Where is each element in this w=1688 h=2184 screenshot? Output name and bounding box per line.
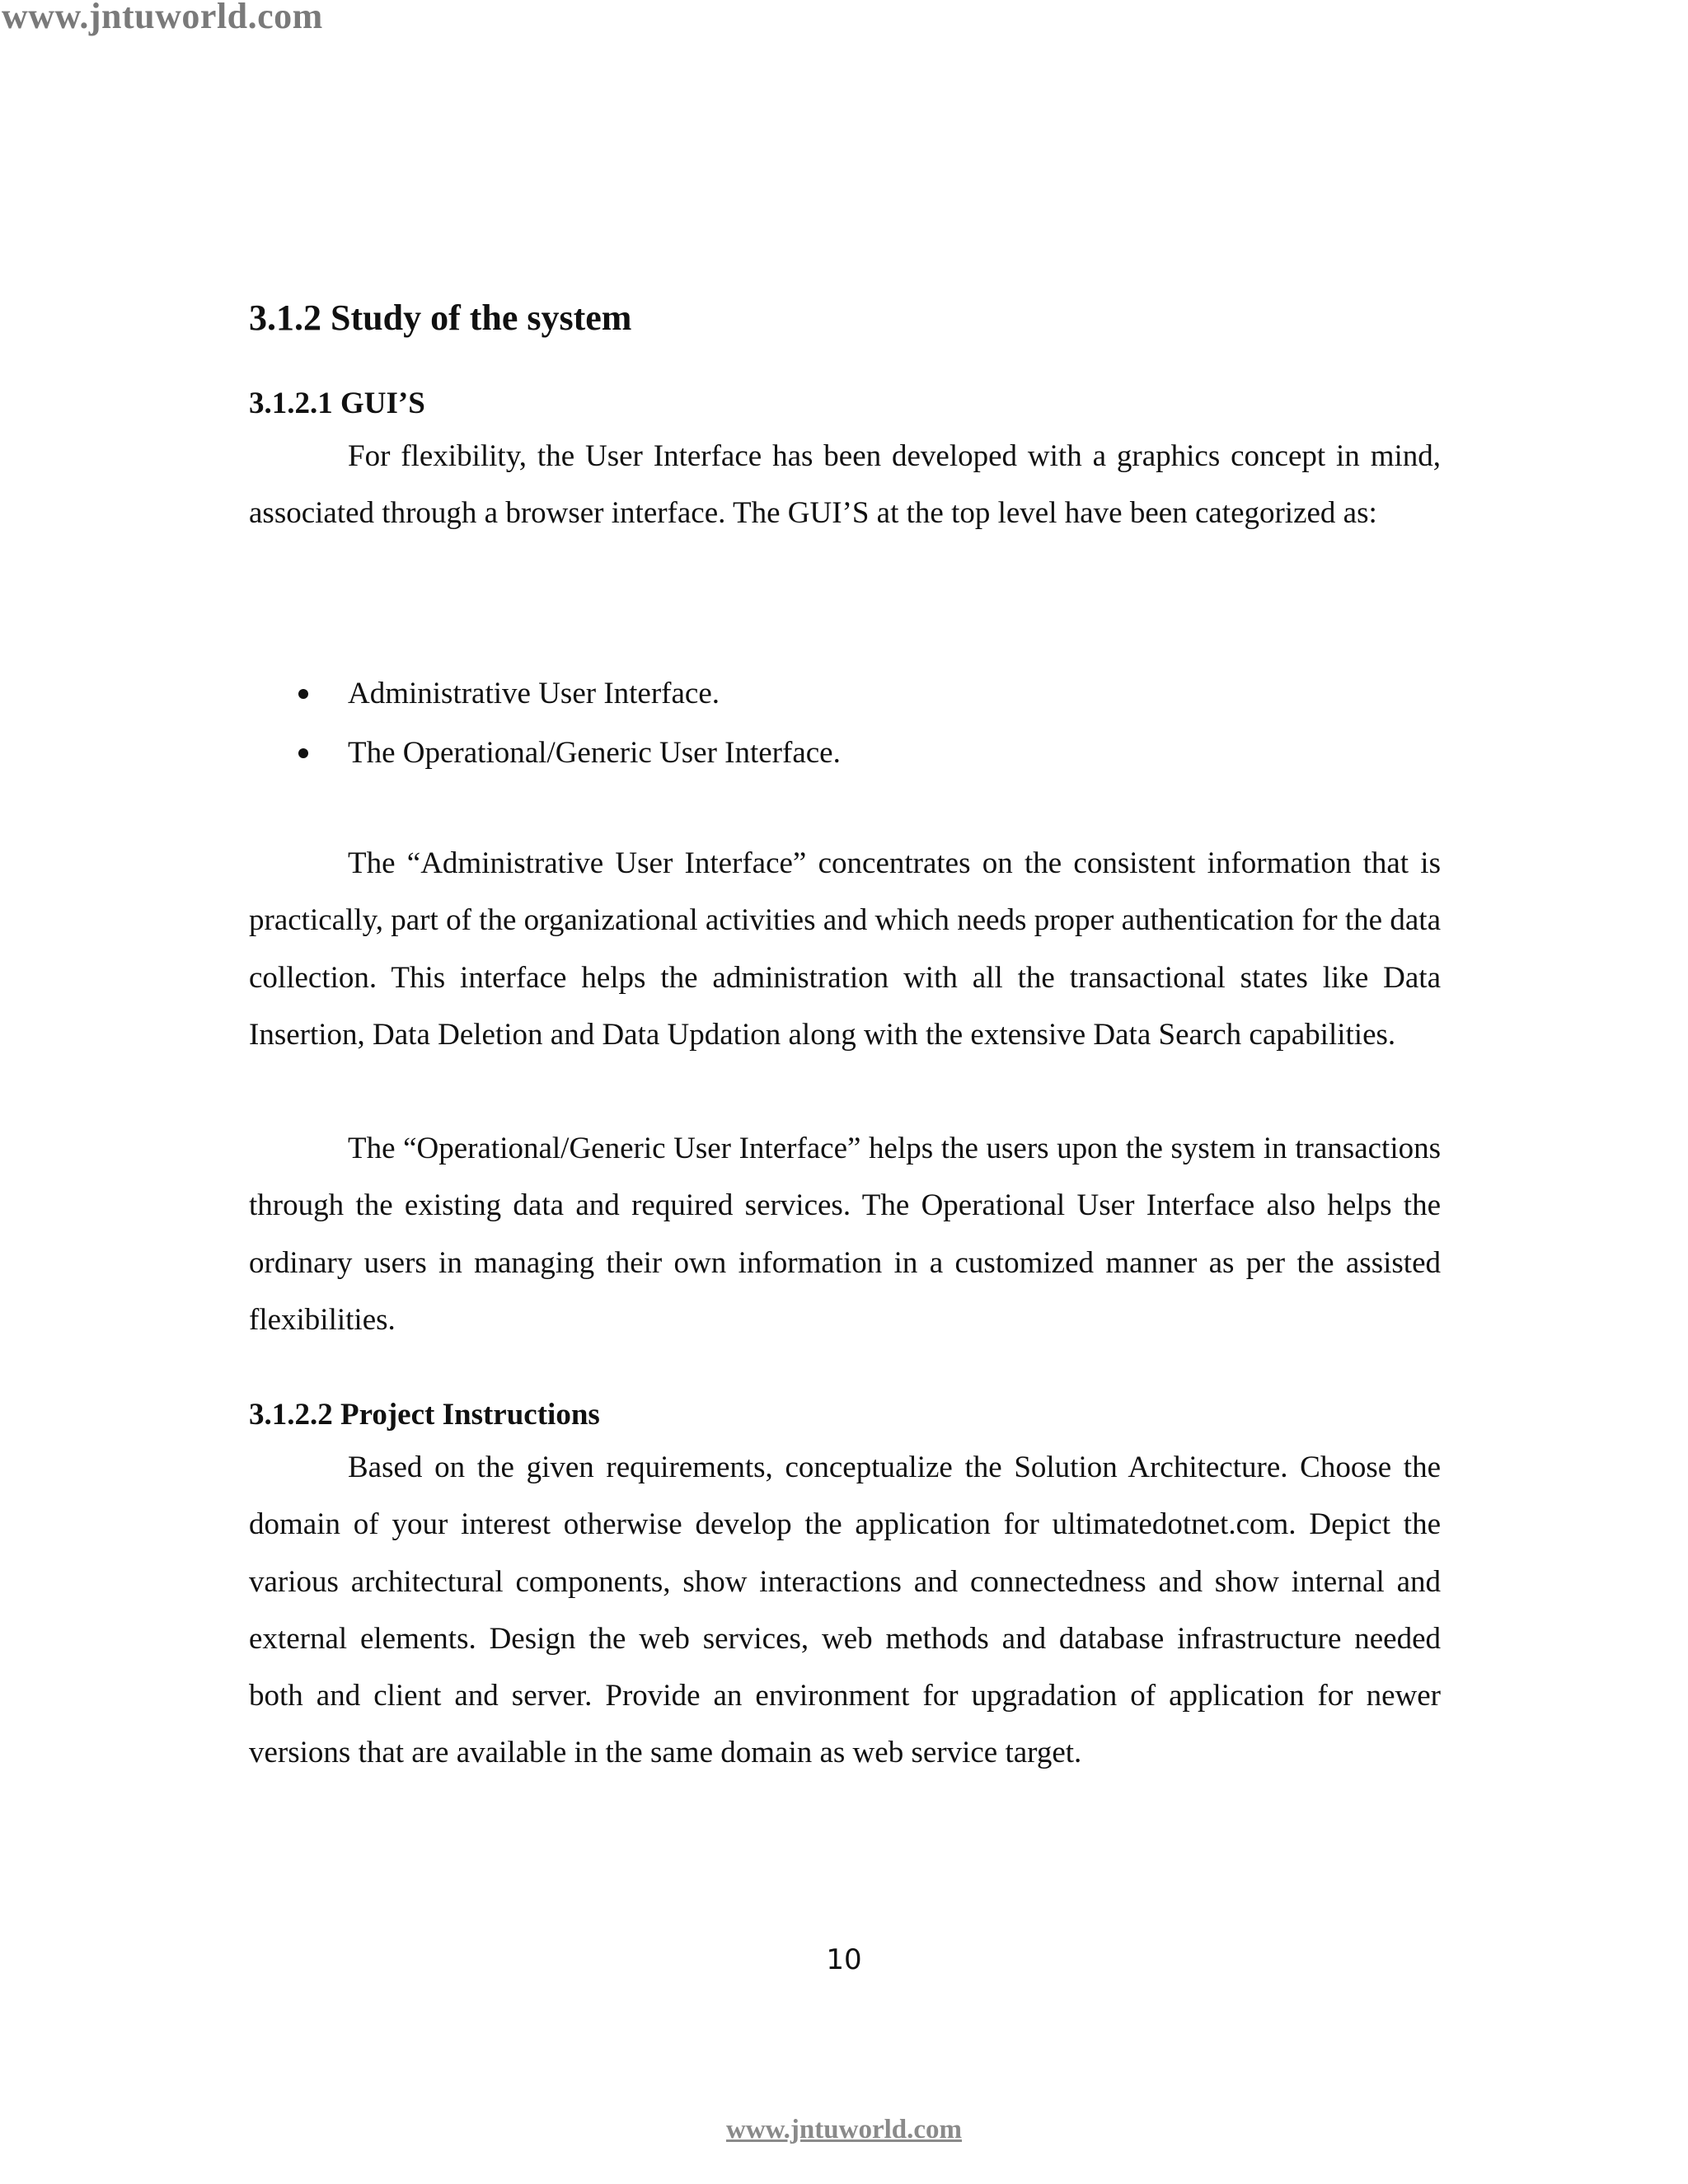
- paragraph-operational-ui: The “Operational/Generic User Interface” helps the users upon the system in transactions through the existing data and required services. The Operational User Interface also helps the ordinary users in managing their own information in a customized manner as per the assisted flexibilities.: [249, 1132, 1441, 1337]
- paragraph-administrative-ui: The “Administrative User Interface” concentrates on the consistent information that is practically, part of the organizational activities and which needs proper authentication for the data collection. This interface helps the administration with all the transactional states like Data Insertion, Data Deletion and Data Updation along with the extensive Data Search capabilities.: [249, 846, 1441, 1052]
- bullet-icon: [298, 748, 308, 758]
- section-heading: 3.1.2 Study of the system: [249, 298, 632, 338]
- list-item: [249, 724, 841, 783]
- list-item-text: The Operational/Generic User Interface.: [348, 736, 841, 770]
- header-watermark: www.jntuworld.com: [2, 0, 323, 36]
- bullet-list: [249, 664, 841, 783]
- paragraph-guis-intro: For flexibility, the User Interface has been developed with a graphics concept in mind, associated through a browser interface. The GUI’S at the top level have been categorized as:: [249, 439, 1441, 531]
- list-item-text: Administrative User Interface.: [348, 677, 720, 710]
- bullet-icon: [298, 689, 308, 699]
- paragraph-project-instructions: Based on the given requirements, conceptualize the Solution Architecture. Choose the domain of your interest otherwise develop the application for ultimatedotnet.com. Depict the various architectural components, show interactions and connectedness and show internal and external elements. Design the web services, web methods and database infrastructure needed both and client and server. Provide an environment for upgradation of application for newer versions that are available in the same domain as web service target.: [249, 1451, 1441, 1770]
- list-item: [249, 664, 841, 724]
- subsection-heading-guis: 3.1.2.1 GUI’S: [249, 387, 425, 420]
- subsection-heading-project-instructions: 3.1.2.2 Project Instructions: [249, 1398, 600, 1432]
- footer-watermark-link[interactable]: www.jntuworld.com: [726, 2115, 962, 2144]
- page-number: 10: [826, 1943, 862, 1976]
